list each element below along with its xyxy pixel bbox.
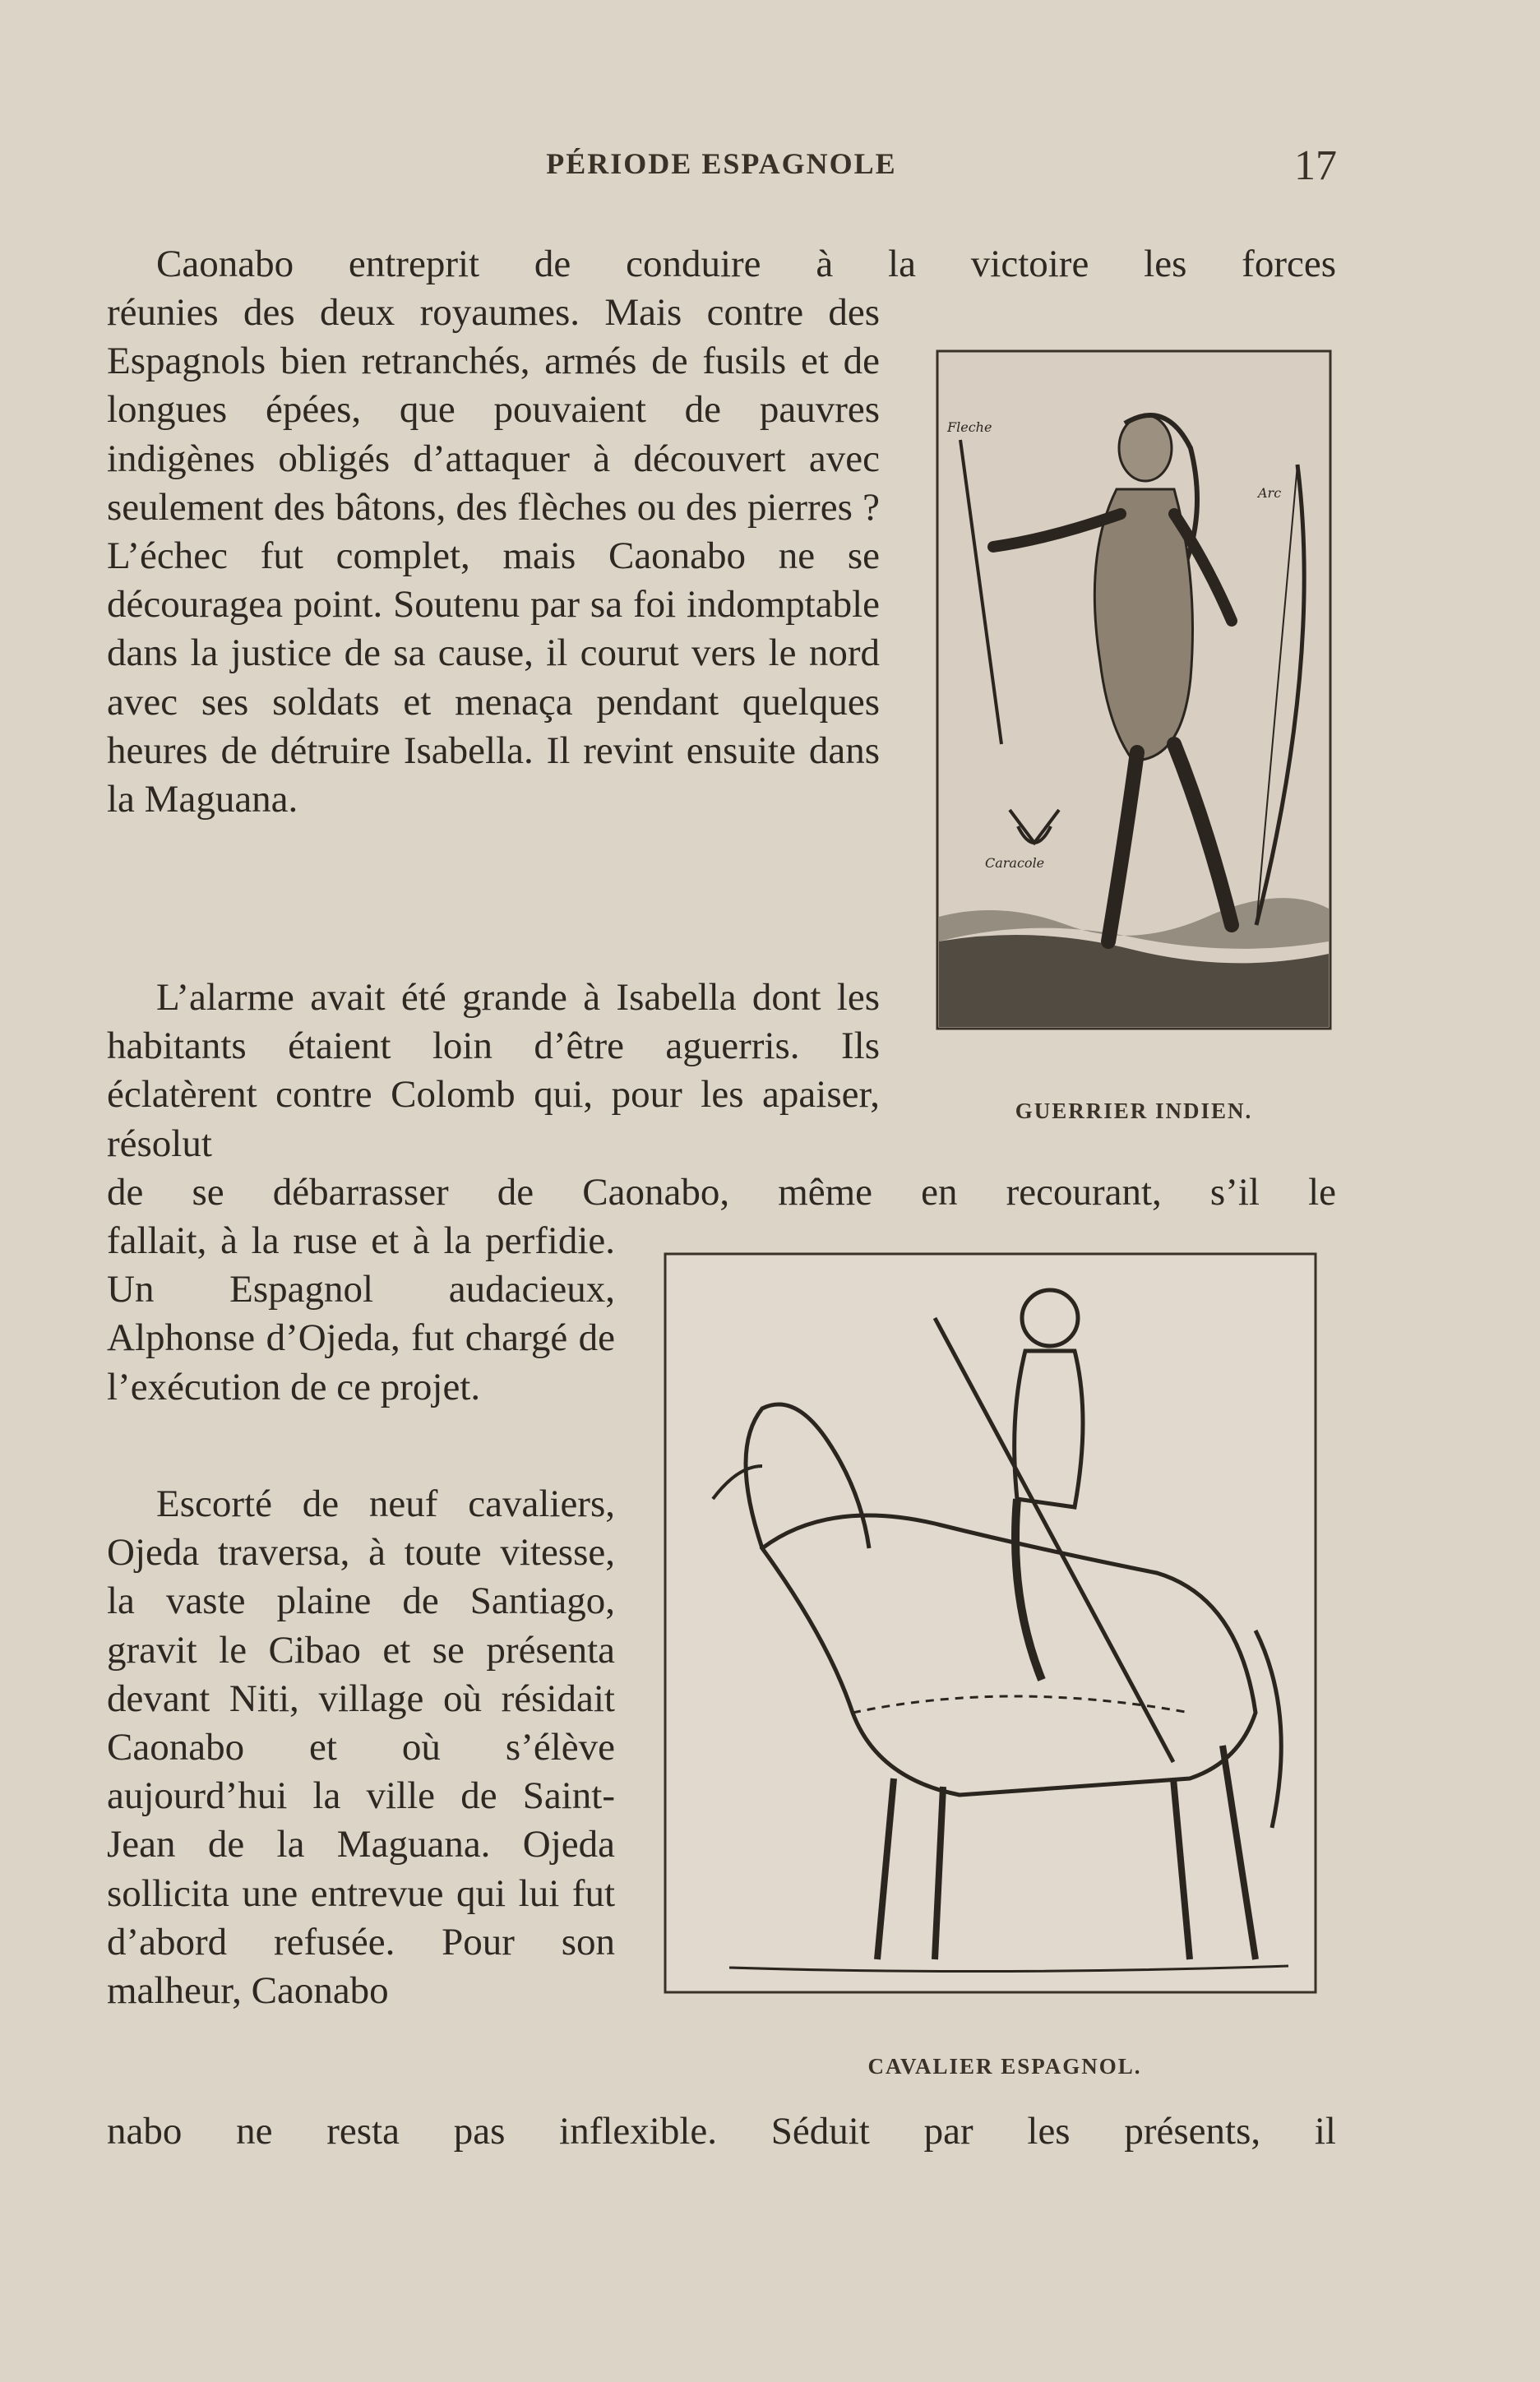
shell-label: Caracole: [985, 855, 1045, 871]
paragraph-3-last-line: nabo ne resta pas inflexible. Séduit par les présents, il: [107, 2110, 1336, 2153]
rider-illustration: [664, 1252, 1317, 1994]
arrow-label: Fleche: [947, 419, 992, 435]
warrior-caption: GUERRIER INDIEN.: [1015, 1098, 1253, 1123]
paragraph-2-full-line: de se débarrasser de Caonabo, même en recourant, s’il le: [107, 1171, 1336, 1214]
rider-caption: CAVALIER ESPAGNOL.: [867, 2054, 1142, 2079]
paragraph-1-first-line: Caonabo entreprit de conduire à la victoire les forces: [156, 243, 1336, 285]
paragraph-1-body: réunies des deux royaumes. Mais contre des Espagnols bien retranchés, armés de fusils et de longues épées, que pouvaient de pauvres indigènes obligés d’attaquer à découvert avec seulement des bâtons, des flèches ou des pierres ? L’échec fut complet, mais Caonabo ne se découragea point. Soutenu par sa foi indomptable dans la justice de sa cause, il courut vers le nord avec ses soldats et menaça pendant quelques heures de détruire Isabella. Il revint ensuite dans la Maguana.: [107, 291, 880, 821]
page-number: 17: [1294, 142, 1337, 189]
bow-label: Arc: [1258, 485, 1282, 501]
running-head-title: PÉRIODE ESPAGNOLE: [546, 147, 897, 180]
running-head: [0, 142, 1540, 196]
paragraph-2-body: L’alarme avait été grande à Isabella dont les habitants étaient loin d’être aguerris. Ils éclatèrent contre Colomb qui, pour les apaiser, résolut: [107, 976, 880, 1165]
paragraph-2-continuation: fallait, à la ruse et à la perfidie. Un Espagnol audacieux, Alphonse d’Ojeda, fut chargé de l’exécution de ce projet.: [107, 1219, 615, 1408]
warrior-illustration: [936, 349, 1332, 1030]
rider-engraving: [664, 1252, 1317, 1994]
paragraph-3-body: Escorté de neuf cavaliers, Ojeda traversa, à toute vitesse, la vaste plaine de Santiago, gravit le Cibao et se présenta devant Niti, village où résidait Caonabo et où s’élève aujourd’hui la ville de Saint-Jean de la Maguana. Ojeda sollicita une entrevue qui lui fut d’abord refusée. Pour son malheur, Caonabo: [107, 1482, 615, 2013]
warrior-engraving: [936, 349, 1332, 1030]
